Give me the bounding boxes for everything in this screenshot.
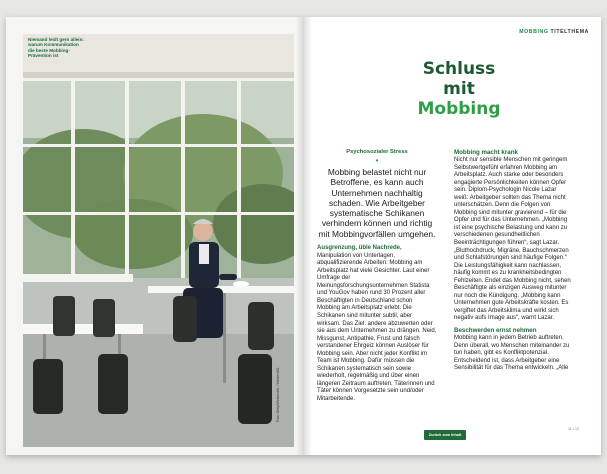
cafeteria-photo (23, 34, 294, 447)
page-number: 11 • 12 (568, 427, 579, 431)
body-paragraph-right-2: Mobbing kann in jedem Betrieb auftreten. Denn überall, wo Menschen miteinander zu tun haben, gibt es Konfliktpotenzial. Entscheidend ist, dass Arbeitgeber eine Sensibilität für das Thema entwickeln. „Alle (454, 335, 570, 372)
section-label: Psychosozialer Stress (346, 149, 408, 155)
right-page (304, 17, 601, 455)
magazine-spread (6, 17, 601, 455)
spine-shadow (296, 17, 312, 455)
bullet-dot: • (375, 156, 379, 165)
subhead-mobbing-macht-krank: Mobbing macht krank (454, 149, 518, 156)
kicker-accent: MOBBING (519, 29, 549, 35)
right-column (454, 149, 572, 373)
photo-credit: Foto: Getty/Westend61 / Westend61 (276, 367, 280, 422)
back-to-contents-button[interactable]: Zurück zum Inhalt (424, 430, 466, 440)
photo-caption: Niemand leidt gern allein: warum Kommunikation die beste Mobbing-Prävention ist (28, 37, 84, 59)
body-paragraph-right-1: Nicht nur sensible Menschen mit geringem Selbstwertgefühl erfahren Mobbing am Arbeitsplatz. Auch starke oder besonders engagierte Persönlichkeiten können Opfer sein. Diplom-Psychologin Nicole Lazar weiß: Arbeitgeber sollten das Thema nicht unterschätzen. Denn die Folgen von Mobbing sind mitunter gravierend – für die Opfer und für das Unternehmen. „Mobbing ist eine psychische Belastung und kann zu verschiedenen gesundheitlichen Beeinträchtigungen führen“, sagt Lazar. „Bluthochdruck, Migräne, Bauchschmerzen und Schlafstörungen sind häufige Folgen.“ Die Leistungsfähigkeit kann nachlassen, häufig kommt es zu krankheitsbedingten Fehlzeiten. Endet das Mobbing nicht, sehen Beschäftigte als einzigen Ausweg mitunter nur noch die Kündigung. „Mobbing kann Unternehmen gute Arbeitskräfte kosten. Es vergiftet das Arbeitsklima und wirkt sich negativ aufs Image aus“, warnt Lazar. (454, 157, 571, 322)
headline-line-1: Schluss mit (422, 59, 496, 99)
body-paragraph-left (317, 245, 437, 403)
photo-illustration (23, 34, 294, 447)
kicker-rest: TITELTHEMA (550, 29, 589, 35)
headline-line-2: Mobbing (417, 99, 501, 119)
subhead-beschwerden: Beschwerden ernst nehmen (454, 327, 537, 335)
left-page (6, 17, 304, 455)
section-kicker (519, 29, 589, 35)
lead-paragraph: Mobbing belastet nicht nur Betroffene, es kann auch Unternehmen nachhaltig schaden. Wie Arbeitgeber systematische Schikanen verhindern können und richtig mit Mobbingvorfällen umgehen. (318, 167, 436, 239)
body-text-left: Manipulation von Unterlagen, abqualifizierende Arbeiten: Mobbing am Arbeitsplatz hat viele Gesichter. Laut einer Umfrage der Meinungsforschungsunternehmen Statista und YouGov haben rund 30 Prozent aller Beschäftigten in Deutschland schon Mobbing am Arbeitsplatz erlebt. Die Schikanen sind mitunter subtil, aber wirksam. Das Ziel: andere abzuwerten oder sie aus dem Unternehmen zu drängen. Neid, Missgunst, Antipathie, Frust und falsch verstandener Ehrgeiz können Auslöser für Mobbing sein. Aber nicht jeder Konflikt im Team ist Mobbing. Dafür müssen die Schikanen systematisch sein sowie wiederholt, regelmäßig und über einen längeren Zeitraum auftreten. Täterinnen und Täter können Vorgesetzte sein und/oder Mitarbeitende. (317, 252, 437, 403)
body-bold-intro: Ausgrenzung, üble Nachrede, (317, 245, 402, 252)
left-column (317, 149, 437, 404)
article-headline (404, 59, 514, 119)
